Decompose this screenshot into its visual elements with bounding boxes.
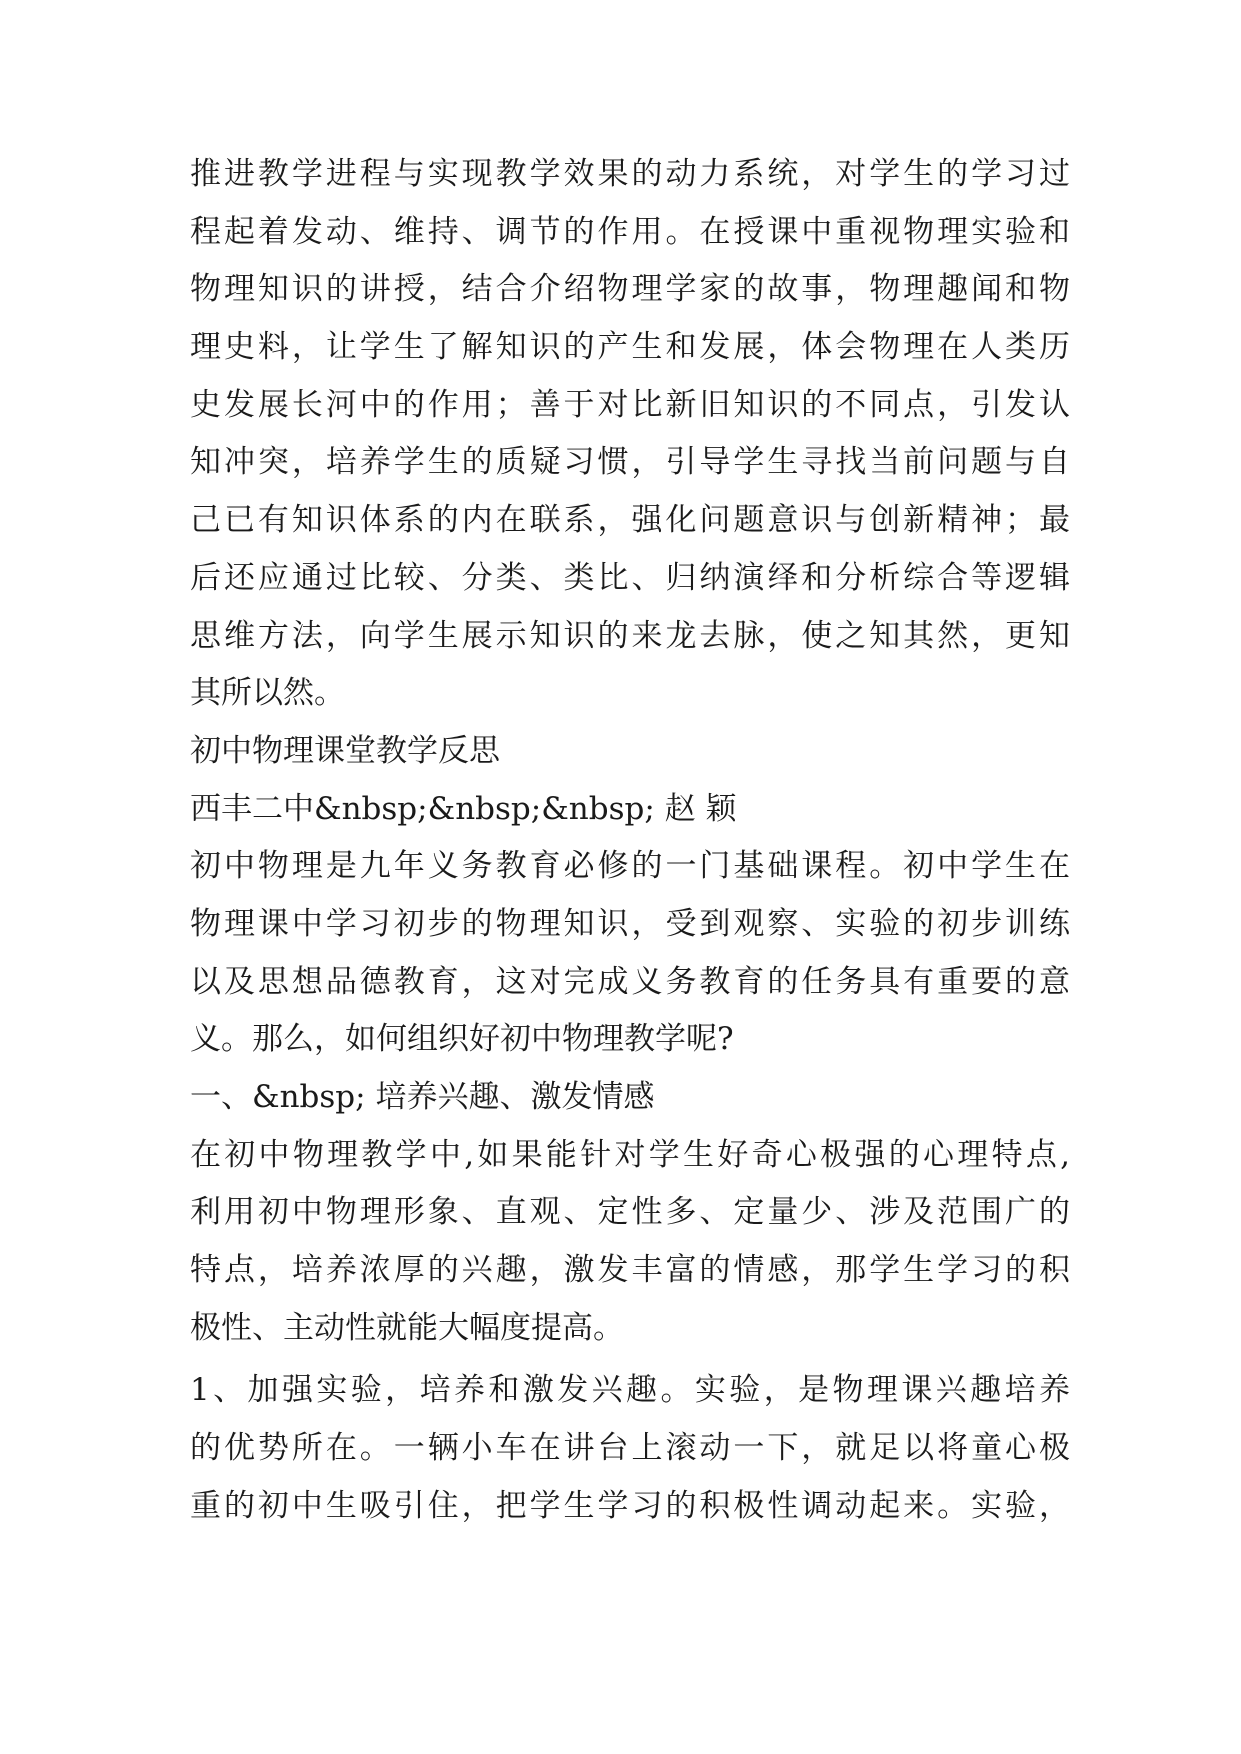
text-line: 在初中物理教学中,如果能针对学生好奇心极强的心理特点, (190, 1136, 1070, 1173)
text-line: 己已有知识体系的内在联系，强化问题意识与创新精神；最 (190, 502, 1070, 539)
text-line: 程起着发动、维持、调节的作用。在授课中重视物理实验和 (190, 213, 1070, 250)
text-line: 推进教学进程与实现教学效果的动力系统，对学生的学习过 (190, 156, 1070, 192)
section-heading: 一、&nbsp; 培养兴趣、激发情感 (190, 1079, 655, 1115)
text-line: 后还应通过比较、分类、类比、归纳演绎和分析综合等逻辑 (190, 559, 1070, 596)
text-line: 物理知识的讲授，结合介绍物理学家的故事，物理趣闻和物 (190, 271, 1070, 308)
text-line: 极性、主动性就能大幅度提高。 (190, 1309, 624, 1346)
text-line: 利用初中物理形象、直观、定性多、定量少、涉及范围广的 (190, 1194, 1070, 1231)
article-title: 初中物理课堂教学反思 (190, 732, 500, 769)
text-line: 的优势所在。一辆小车在讲台上滚动一下，就足以将童心极 (190, 1430, 1070, 1467)
text-line: 1、加强实验，培养和激发兴趣。实验，是物理课兴趣培养 (190, 1372, 1070, 1409)
text-line: 初中物理是九年义务教育必修的一门基础课程。初中学生在 (190, 848, 1070, 885)
text-line: 思维方法，向学生展示知识的来龙去脉，使之知其然，更知 (190, 617, 1070, 654)
text-line: 知冲突，培养学生的质疑习惯，引导学生寻找当前问题与自 (190, 444, 1070, 481)
text-line: 重的初中生吸引住，把学生学习的积极性调动起来。实验， (190, 1487, 1070, 1524)
document-page (190, 146, 1070, 1536)
text-line: 史发展长河中的作用；善于对比新旧知识的不同点，引发认 (190, 386, 1070, 423)
text-line: 特点，培养浓厚的兴趣，激发丰富的情感，那学生学习的积 (190, 1252, 1070, 1289)
text-line: 以及思想品德教育，这对完成义务教育的任务具有重要的意 (190, 963, 1070, 1000)
text-line: 其所以然。 (190, 675, 345, 712)
text-line: 物理课中学习初步的物理知识，受到观察、实验的初步训练 (190, 905, 1070, 942)
text-line: 理史料，让学生了解知识的产生和发展，体会物理在人类历 (190, 329, 1070, 366)
author-line: 西丰二中&nbsp;&nbsp;&nbsp; 赵 颖 (190, 790, 737, 827)
text-line: 义。那么，如何组织好初中物理教学呢? (190, 1021, 734, 1058)
